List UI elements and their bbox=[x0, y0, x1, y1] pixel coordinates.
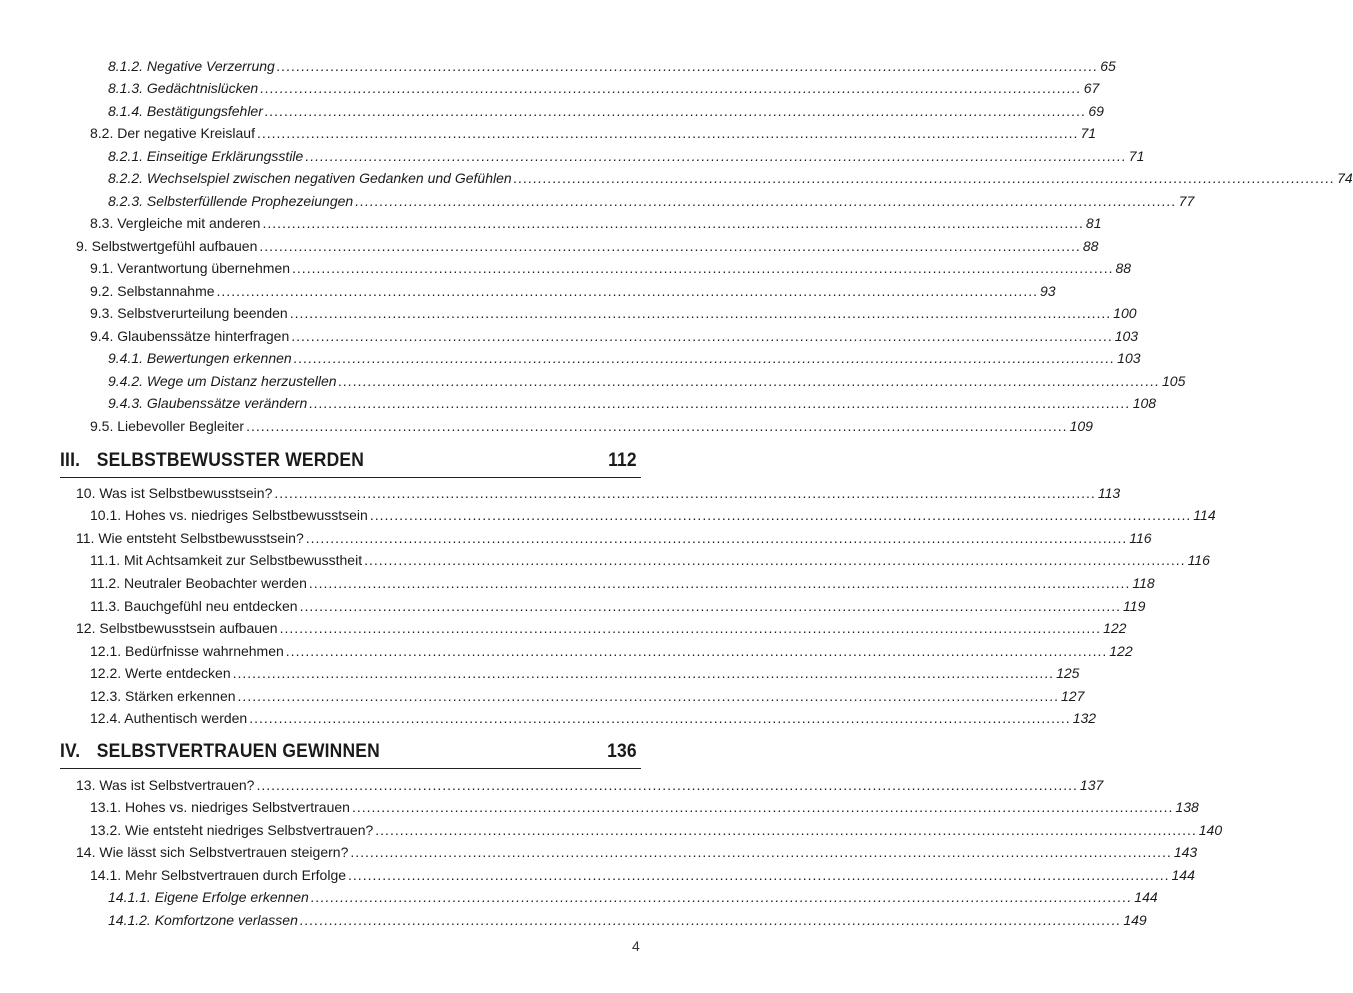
toc-entry-page: 81 bbox=[1085, 215, 1102, 231]
section-divider bbox=[60, 768, 641, 769]
toc-entry-label: 14.1. Mehr Selbstvertrauen durch Erfolge bbox=[90, 867, 347, 883]
toc-entry-page: 77 bbox=[1178, 193, 1195, 209]
toc-entry-label: 8.2.1. Einseitige Erklärungsstile bbox=[108, 148, 304, 164]
toc-entry bbox=[108, 102, 1104, 120]
toc-entry bbox=[90, 574, 1155, 592]
toc-entry bbox=[90, 597, 1146, 615]
toc-leader: ........................................................................................................................................................................ bbox=[260, 80, 1082, 96]
toc-entry-page: 137 bbox=[1079, 777, 1104, 793]
toc-entry-page: 138 bbox=[1175, 799, 1199, 815]
section-divider bbox=[60, 477, 641, 478]
toc-entry bbox=[90, 506, 1216, 524]
toc-entry bbox=[108, 911, 1147, 929]
toc-entry-label: 10. Was ist Selbstbewusstsein? bbox=[76, 485, 273, 501]
toc-entry bbox=[76, 843, 1198, 861]
section-title: SELBSTBEWUSSTER WERDEN bbox=[96, 450, 365, 471]
toc-entry-page: 67 bbox=[1083, 80, 1100, 96]
toc-entry bbox=[76, 529, 1152, 547]
toc-entry bbox=[90, 664, 1080, 682]
toc-leader: ........................................................................................................................................................................ bbox=[338, 373, 1160, 389]
toc-entry-label: 9.4. Glaubenssätze hinterfragen bbox=[90, 328, 290, 344]
toc-entry bbox=[90, 798, 1199, 816]
toc-leader: ........................................................................................................................................................................ bbox=[292, 260, 1114, 276]
section-page: 112 bbox=[608, 450, 637, 471]
toc-entry bbox=[108, 79, 1100, 97]
toc-leader: ........................................................................................................................................................................ bbox=[299, 912, 1122, 928]
toc-entry-label: 14.1.1. Eigene Erfolge erkennen bbox=[108, 889, 309, 905]
toc-entry-page: 74 bbox=[1337, 170, 1353, 186]
toc-entry-page: 71 bbox=[1128, 148, 1145, 164]
toc-entry-page: 132 bbox=[1072, 710, 1097, 726]
toc-entry-page: 118 bbox=[1132, 575, 1155, 591]
toc-entry bbox=[90, 687, 1085, 705]
toc-leader: ........................................................................................................................................................................ bbox=[256, 125, 1079, 141]
toc-entry bbox=[90, 551, 1210, 569]
toc-entry-page: 144 bbox=[1171, 867, 1195, 883]
toc-entry-page: 143 bbox=[1173, 844, 1198, 860]
toc-entry bbox=[76, 776, 1104, 794]
toc-entry bbox=[90, 259, 1132, 277]
toc-entry-label: 9.4.3. Glaubenssätze verändern bbox=[108, 395, 308, 411]
toc-entry bbox=[90, 821, 1223, 839]
toc-entry-page: 71 bbox=[1080, 125, 1097, 141]
toc-leader: ........................................................................................................................................................................ bbox=[276, 58, 1099, 74]
toc-entry-page: 93 bbox=[1040, 283, 1056, 299]
toc-leader: ........................................................................................................................................................................ bbox=[305, 148, 1127, 164]
toc-entry-label: 8.1.4. Bestätigungsfehler bbox=[108, 103, 263, 119]
toc-entry-page: 65 bbox=[1100, 58, 1116, 74]
toc-leader: ........................................................................................................................................................................ bbox=[309, 395, 1131, 411]
toc-entry-label: 11.2. Neutraler Beobachter werden bbox=[90, 575, 307, 591]
toc-leader: ........................................................................................................................................................................ bbox=[310, 889, 1133, 905]
toc-entry-page: 149 bbox=[1123, 912, 1147, 928]
toc-leader: ........................................................................................................................................................................ bbox=[348, 867, 1170, 883]
toc-leader: ........................................................................................................................................................................ bbox=[351, 799, 1174, 815]
toc-leader: ........................................................................................................................................................................ bbox=[513, 170, 1336, 186]
toc-leader: ........................................................................................................................................................................ bbox=[375, 822, 1197, 838]
page-number: 4 bbox=[632, 938, 640, 954]
toc-entry-label: 14. Wie lässt sich Selbstvertrauen steigern? bbox=[76, 844, 349, 860]
toc-leader: ........................................................................................................................................................................ bbox=[256, 777, 1078, 793]
toc-entry-page: 116 bbox=[1187, 552, 1210, 568]
toc-entry-label: 12.2. Werte entdecken bbox=[90, 665, 231, 681]
section-title: SELBSTVERTRAUEN GEWINNEN bbox=[96, 741, 380, 762]
toc-entry-label: 12. Selbstbewusstsein aufbauen bbox=[76, 620, 278, 636]
toc-leader: ........................................................................................................................................................................ bbox=[264, 103, 1087, 119]
toc-entry bbox=[90, 214, 1102, 232]
toc-leader: ........................................................................................................................................................................ bbox=[293, 350, 1116, 366]
toc-leader: ........................................................................................................................................................................ bbox=[232, 665, 1055, 681]
toc-leader: ........................................................................................................................................................................ bbox=[259, 238, 1081, 254]
toc-entry-page: 113 bbox=[1097, 485, 1121, 501]
toc-entry-label: 9. Selbstwertgefühl aufbauen bbox=[76, 238, 258, 254]
toc-entry bbox=[76, 484, 1121, 502]
toc-entry-label: 12.4. Authentisch werden bbox=[90, 710, 248, 726]
toc-entry-label: 8.1.3. Gedächtnislücken bbox=[108, 80, 259, 96]
toc-leader: ........................................................................................................................................................................ bbox=[369, 507, 1192, 523]
toc-leader: ........................................................................................................................................................................ bbox=[355, 193, 1177, 209]
toc-entry-label: 8.2. Der negative Kreislauf bbox=[90, 125, 255, 141]
toc-entry bbox=[108, 888, 1158, 906]
toc-entry-page: 100 bbox=[1113, 305, 1137, 321]
toc-leader: ........................................................................................................................................................................ bbox=[246, 418, 1068, 434]
section-number: III. bbox=[60, 450, 81, 471]
toc-leader: ........................................................................................................................................................................ bbox=[364, 552, 1186, 568]
toc-entry-label: 9.4.1. Bewertungen erkennen bbox=[108, 350, 292, 366]
toc-entry-page: 140 bbox=[1198, 822, 1223, 838]
toc-entry bbox=[108, 372, 1186, 390]
toc-entry bbox=[90, 327, 1139, 345]
toc-entry-label: 11. Wie entsteht Selbstbewusstsein? bbox=[76, 530, 304, 546]
toc-entry bbox=[108, 192, 1195, 210]
toc-entry-page: 88 bbox=[1115, 260, 1132, 276]
toc-entry bbox=[108, 147, 1145, 165]
toc-entry-page: 103 bbox=[1114, 328, 1139, 344]
section-number: IV. bbox=[60, 741, 81, 762]
toc-entry-label: 8.1.2. Negative Verzerrung bbox=[108, 58, 275, 74]
toc-leader: ........................................................................................................................................................................ bbox=[262, 215, 1084, 231]
toc-leader: ........................................................................................................................................................................ bbox=[305, 530, 1128, 546]
toc-entry-page: 108 bbox=[1132, 395, 1157, 411]
toc-leader: ........................................................................................................................................................................ bbox=[289, 305, 1112, 321]
toc-entry bbox=[108, 169, 1353, 187]
toc-leader: ........................................................................................................................................................................ bbox=[299, 598, 1122, 614]
toc-leader: ........................................................................................................................................................................ bbox=[249, 710, 1071, 726]
toc-entry-page: 119 bbox=[1123, 598, 1146, 614]
toc-entry-label: 12.3. Stärken erkennen bbox=[90, 688, 236, 704]
toc-entry bbox=[90, 304, 1137, 322]
toc-entry-label: 9.5. Liebevoller Begleiter bbox=[90, 418, 245, 434]
toc-entry bbox=[108, 57, 1116, 75]
toc-entry-label: 11.3. Bauchgefühl neu entdecken bbox=[90, 598, 298, 614]
toc-leader: ........................................................................................................................................................................ bbox=[237, 688, 1060, 704]
toc-entry-label: 13. Was ist Selbstvertrauen? bbox=[76, 777, 255, 793]
toc-entry-label: 10.1. Hohes vs. niedriges Selbstbewusstsein bbox=[90, 507, 368, 523]
toc-leader: ........................................................................................................................................................................ bbox=[216, 283, 1038, 299]
toc-entry-page: 69 bbox=[1088, 103, 1104, 119]
toc-entry-page: 114 bbox=[1193, 507, 1216, 523]
toc-entry-label: 12.1. Bedürfnisse wahrnehmen bbox=[90, 643, 284, 659]
toc-leader: ........................................................................................................................................................................ bbox=[279, 620, 1102, 636]
toc-entry-label: 11.1. Mit Achtsamkeit zur Selbstbewusstheit bbox=[90, 552, 363, 568]
toc-entry-label: 8.2.2. Wechselspiel zwischen negativen Gedanken und Gefühlen bbox=[108, 170, 512, 186]
toc-entry bbox=[90, 709, 1097, 727]
toc-entry-label: 8.2.3. Selbsterfüllende Prophezeiungen bbox=[108, 193, 354, 209]
toc-entry-page: 127 bbox=[1061, 688, 1085, 704]
toc-entry bbox=[108, 349, 1141, 367]
toc-entry-page: 88 bbox=[1082, 238, 1099, 254]
toc-entry-page: 103 bbox=[1117, 350, 1141, 366]
toc-entry-page: 109 bbox=[1069, 418, 1093, 434]
toc-entry-page: 144 bbox=[1134, 889, 1158, 905]
toc-entry-label: 14.1.2. Komfortzone verlassen bbox=[108, 912, 298, 928]
toc-entry-label: 13.1. Hohes vs. niedriges Selbstvertrauen bbox=[90, 799, 350, 815]
toc-entry bbox=[76, 619, 1127, 637]
toc-entry-label: 9.2. Selbstannahme bbox=[90, 283, 215, 299]
toc-entry-label: 9.3. Selbstverurteilung beenden bbox=[90, 305, 288, 321]
toc-entry-label: 8.3. Vergleiche mit anderen bbox=[90, 215, 261, 231]
toc-entry-page: 116 bbox=[1129, 530, 1152, 546]
toc-entry bbox=[90, 866, 1195, 884]
toc-entry-page: 122 bbox=[1103, 620, 1127, 636]
toc-entry-label: 9.1. Verantwortung übernehmen bbox=[90, 260, 291, 276]
toc-entry bbox=[90, 282, 1056, 300]
toc-leader: ........................................................................................................................................................................ bbox=[291, 328, 1113, 344]
toc-entry-label: 9.4.2. Wege um Distanz herzustellen bbox=[108, 373, 337, 389]
toc-entry bbox=[90, 417, 1093, 435]
toc-entry-page: 122 bbox=[1109, 643, 1133, 659]
toc-entry-page: 105 bbox=[1162, 373, 1186, 389]
section-heading bbox=[60, 741, 637, 763]
toc-leader: ........................................................................................................................................................................ bbox=[308, 575, 1131, 591]
toc-entry bbox=[90, 124, 1097, 142]
toc-leader: ........................................................................................................................................................................ bbox=[274, 485, 1096, 501]
section-page: 136 bbox=[607, 741, 637, 762]
section-heading bbox=[60, 450, 637, 472]
toc-leader: ........................................................................................................................................................................ bbox=[350, 844, 1172, 860]
toc-entry bbox=[90, 642, 1133, 660]
toc-entry bbox=[76, 237, 1099, 255]
toc-entry-page: 125 bbox=[1056, 665, 1080, 681]
toc-entry-label: 13.2. Wie entsteht niedriges Selbstvertrauen? bbox=[90, 822, 374, 838]
toc-leader: ........................................................................................................................................................................ bbox=[285, 643, 1108, 659]
toc-entry bbox=[108, 394, 1157, 412]
